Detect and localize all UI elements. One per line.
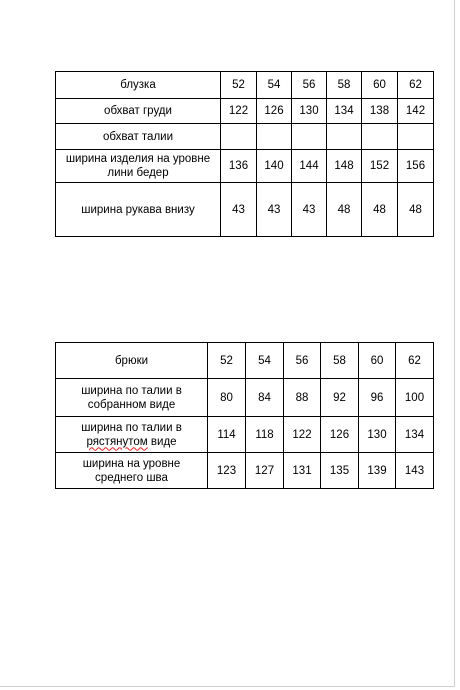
row-label: обхват талии: [56, 124, 221, 150]
row-label-line: среднего шва: [95, 471, 168, 484]
table-cell: 130: [292, 99, 327, 124]
size-header: 52: [208, 343, 246, 379]
table-cell: [257, 124, 292, 150]
table-cell: 114: [208, 417, 246, 453]
table-row: [56, 150, 434, 183]
table-cell: 152: [362, 150, 398, 183]
table-cell: 136: [221, 150, 257, 183]
table-row: [56, 343, 434, 379]
table-cell: [221, 124, 257, 150]
table-header-label: блузка: [56, 72, 221, 99]
table-cell: 134: [396, 417, 434, 453]
row-label: обхват груди: [56, 99, 221, 124]
table-cell: 48: [362, 183, 398, 237]
table-cell: 143: [396, 453, 434, 489]
table-cell: 122: [284, 417, 321, 453]
spellcheck-word: рястянутом: [86, 435, 148, 448]
size-header: 62: [398, 72, 434, 99]
table-cell: 92: [321, 379, 359, 417]
row-label: [56, 453, 208, 489]
table-cell: 123: [208, 453, 246, 489]
row-label-line: [57, 435, 206, 449]
row-label-line: ширина изделия на уровне: [65, 153, 211, 165]
table-cell: 43: [292, 183, 327, 237]
table-row: [56, 453, 434, 489]
row-label-rest: виде: [147, 435, 177, 448]
size-header: 56: [284, 343, 321, 379]
table-cell: 130: [359, 417, 396, 453]
table-cell: 135: [321, 453, 359, 489]
table-row: [56, 417, 434, 453]
table-cell: 126: [321, 417, 359, 453]
table-cell: 134: [327, 99, 362, 124]
table-cell: 100: [396, 379, 434, 417]
page-edge-right: [454, 0, 455, 686]
size-header: 56: [292, 72, 327, 99]
row-label-line: ширина по талии в: [81, 384, 182, 397]
blouse-size-table: [55, 71, 434, 237]
table-cell: 126: [257, 99, 292, 124]
table-row: [56, 379, 434, 417]
table-cell: 148: [327, 150, 362, 183]
row-label: [56, 150, 221, 183]
size-header: 52: [221, 72, 257, 99]
row-label: [56, 417, 208, 453]
row-label-line: лини бедер: [107, 167, 169, 179]
table-cell: [398, 124, 434, 150]
table-cell: 139: [359, 453, 396, 489]
size-header: 58: [327, 72, 362, 99]
table-cell: [327, 124, 362, 150]
table-cell: [292, 124, 327, 150]
table-cell: 122: [221, 99, 257, 124]
row-label: [56, 379, 208, 417]
table-cell: 96: [359, 379, 396, 417]
row-label-line: ширина по талии в: [81, 421, 182, 434]
table-row: [56, 124, 434, 150]
table-row: [56, 72, 434, 99]
row-label-line: ширина на уровне: [82, 457, 181, 470]
table-cell: 118: [246, 417, 284, 453]
table-cell: 43: [257, 183, 292, 237]
size-header: 58: [321, 343, 359, 379]
table-row: [56, 183, 434, 237]
table-cell: [362, 124, 398, 150]
size-header: 62: [396, 343, 434, 379]
table-cell: 144: [292, 150, 327, 183]
trousers-size-table: [55, 342, 434, 489]
table-row: [56, 99, 434, 124]
row-label: ширина рукава внизу: [56, 183, 221, 237]
size-header: 54: [246, 343, 284, 379]
table-cell: 142: [398, 99, 434, 124]
table-cell: 84: [246, 379, 284, 417]
table-cell: 43: [221, 183, 257, 237]
table-cell: 131: [284, 453, 321, 489]
table-cell: 127: [246, 453, 284, 489]
table-cell: 140: [257, 150, 292, 183]
row-label-line: собранном виде: [87, 398, 176, 411]
size-header: 60: [359, 343, 396, 379]
size-header: 54: [257, 72, 292, 99]
table-header-label: брюки: [56, 343, 208, 379]
table-cell: 80: [208, 379, 246, 417]
size-header: 60: [362, 72, 398, 99]
table-cell: 88: [284, 379, 321, 417]
table-cell: 48: [327, 183, 362, 237]
table-cell: 48: [398, 183, 434, 237]
page-edge-bottom: [0, 686, 455, 687]
table-cell: 156: [398, 150, 434, 183]
table-cell: 138: [362, 99, 398, 124]
